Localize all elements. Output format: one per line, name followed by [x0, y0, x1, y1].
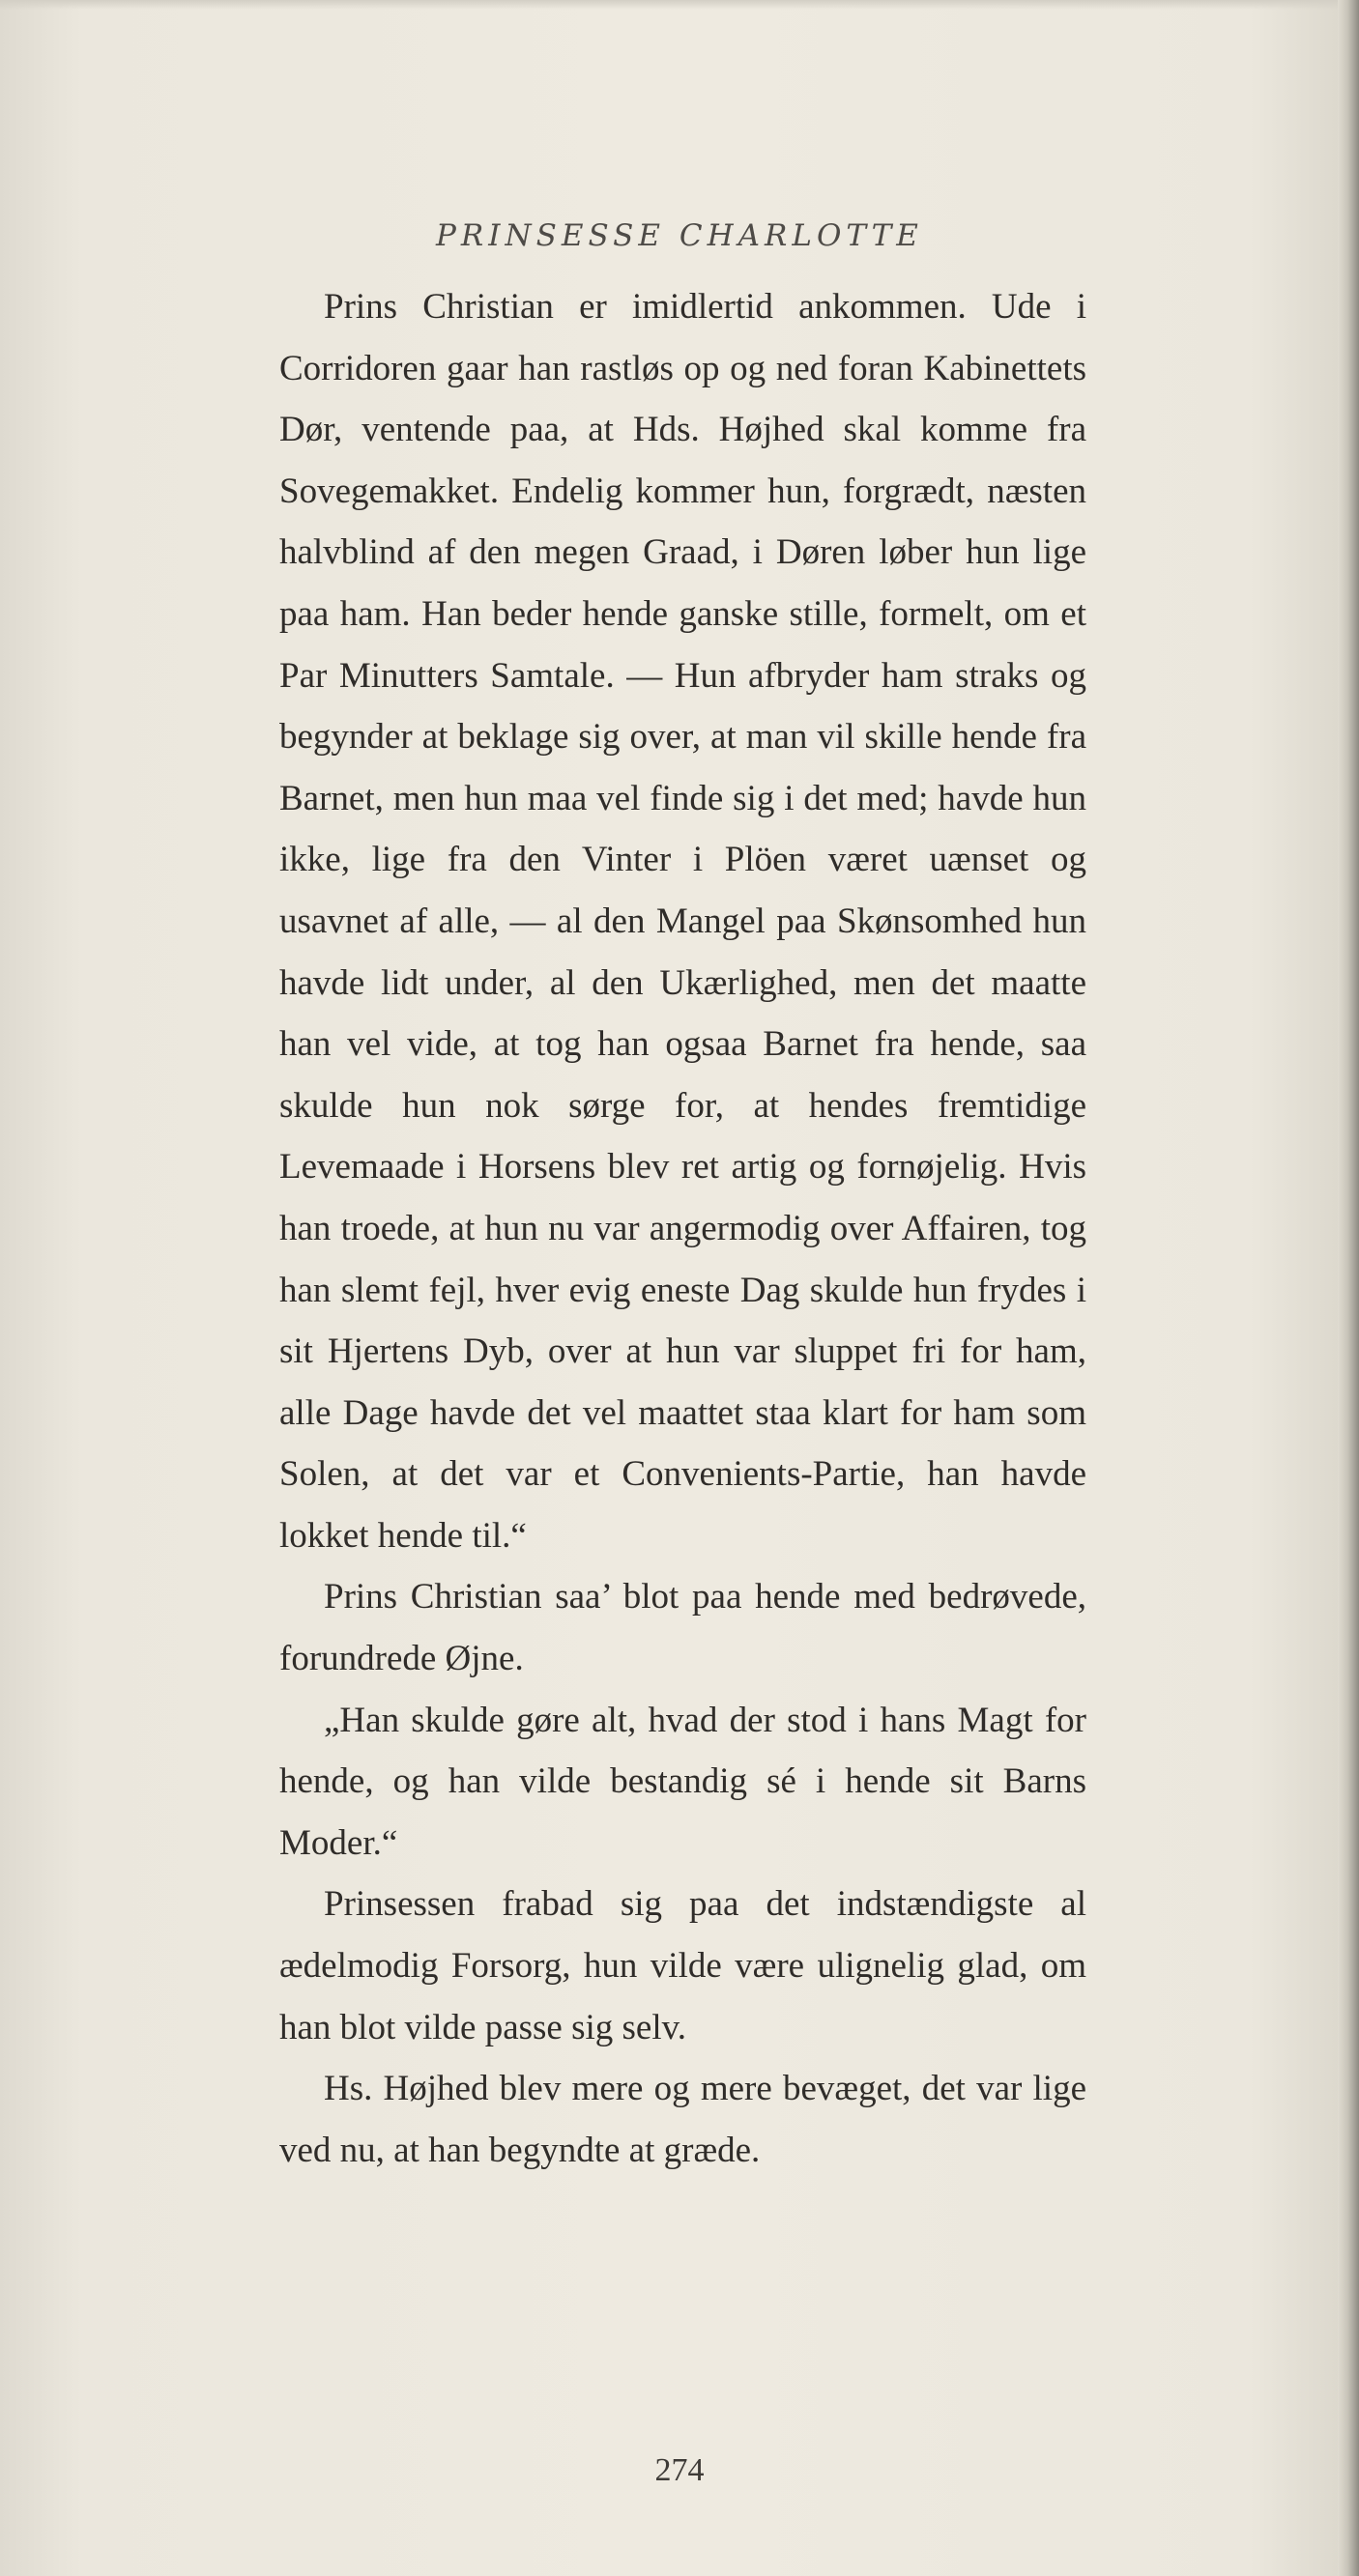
paragraph-2: Prins Christian saa’ blot paa hende med bedrøvede, forundrede Øjne.: [279, 1577, 1086, 1679]
running-head: PRINSESSE CHARLOTTE: [436, 218, 923, 253]
page-number: 274: [654, 2452, 705, 2488]
paragraph-4: Prinsessen frabad sig paa det indstændigste al ædelmodig Forsorg, hun vilde være ulignelig glad, om han blot vilde passe sig selv.: [279, 1884, 1086, 2047]
paragraph-3: „Han skulde gøre alt, hvad der stod i hans Magt for hende, og han vilde bestandig sé i hende sit Barns Moder.“: [279, 1700, 1086, 1863]
page-top-shadow: [0, 0, 1359, 10]
page-edge-shadow: [1338, 0, 1359, 2576]
body-text: [279, 276, 1086, 2181]
paragraph-5: Hs. Højhed blev mere og mere bevæget, det var lige ved nu, at han begyndte at græde.: [279, 2069, 1086, 2170]
paragraph-1: Prins Christian er imidlertid ankommen. Ude i Corridoren gaar han rastløs op og ned foran Kabinettets Dør, ventende paa, at Hds. Højhed skal komme fra Sovegemakket. Endelig kommer hun, forgrædt, næsten halvblind af den megen Graad, i Døren løber hun lige paa ham. Han beder hende ganske stille, formelt, om et Par Minutters Samtale. — Hun afbryder ham straks og begynder at beklage sig over, at man vil skille hende fra Barnet, men hun maa vel finde sig i det med; havde hun ikke, lige fra den Vinter i Plöen været uænset og usavnet af alle, — al den Mangel paa Skønsomhed hun havde lidt under, al den Ukærlighed, men det maatte han vel vide, at tog han ogsaa Barnet fra hende, saa skulde hun nok sørge for, at hendes fremtidige Levemaade i Horsens blev ret artig og fornøjelig. Hvis han troede, at hun nu var angermodig over Affairen, tog han slemt fejl, hver evig eneste Dag skulde hun frydes i sit Hjertens Dyb, over at hun var sluppet fri for ham, alle Dage havde det vel maattet staa klart for ham som Solen, at det var et Convenients-Partie, han havde lokket hende til.“: [279, 287, 1086, 1556]
